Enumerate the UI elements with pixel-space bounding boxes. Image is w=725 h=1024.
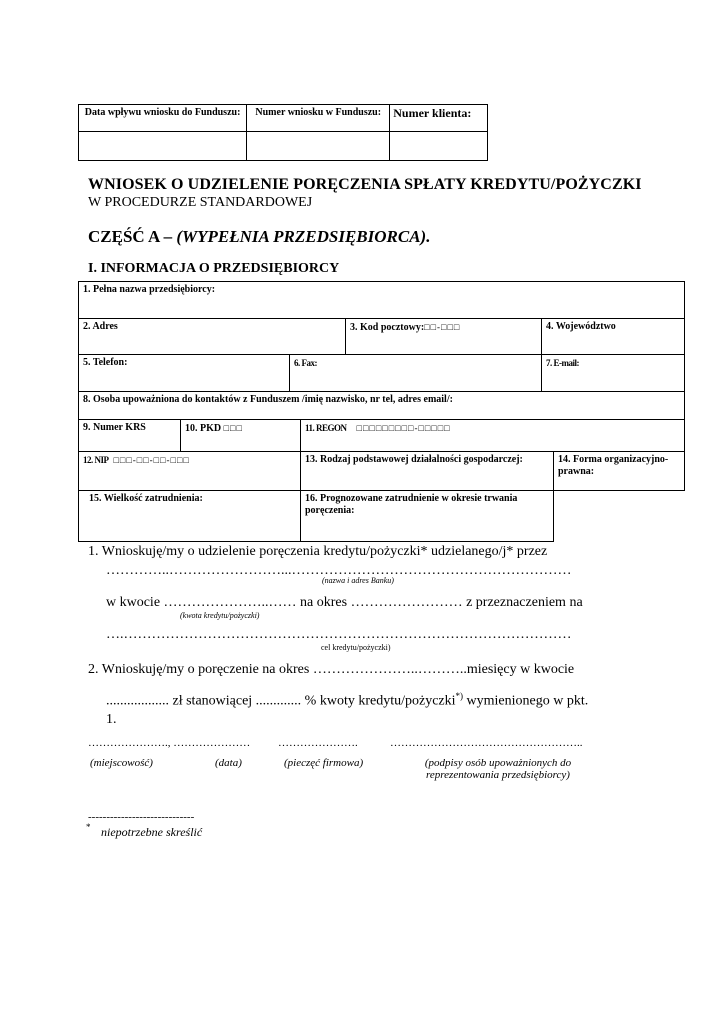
sig-place-date-dots: …………………., ………………… (88, 737, 251, 749)
footnote-mark: * (86, 822, 91, 832)
sig-stamp-dots: …………………. (278, 737, 358, 749)
regon-boxes: □□□□□□□□□-□□□□□ (356, 423, 451, 433)
point1-amount-caption: (kwota kredytu/pożyczki) (180, 611, 260, 620)
footnote-text: niepotrzebne skreślić (101, 825, 203, 839)
sig-signature-caption (398, 757, 598, 781)
pkd-boxes: □□□ (223, 423, 243, 433)
date-received-label: Data wpływu wniosku do Funduszu: (79, 105, 247, 132)
field-full-name-label: 1. Pełna nazwa przedsiębiorcy: (83, 284, 216, 295)
field-fax-label: 6. Fax: (294, 358, 317, 368)
field-activity-type-label: 13. Rodzaj podstawowej działalności gospodarczej: (305, 454, 523, 465)
section-heading: I. INFORMACJA O PRZEDSIĘBIORCY (88, 261, 340, 276)
field-full-name[interactable] (78, 281, 685, 319)
part-a-prefix: CZĘŚĆ A – (88, 227, 177, 246)
point2-line1: 2. Wnioskuję/my o poręczenie na okres …………………..………..miesięcy w kwocie (88, 662, 575, 677)
field-legal-form-label: 14. Forma organizacyjno-prawna: (558, 454, 669, 477)
point2-line2-text: .................. zł stanowiącej ............. % kwoty kredytu/pożyczki (106, 693, 456, 709)
field-phone-label: 5. Telefon: (83, 357, 128, 368)
field-krs[interactable] (78, 419, 181, 452)
field-voivodeship-label: 4. Województwo (546, 321, 616, 332)
footnote-rule: ----------------------------- (88, 811, 195, 823)
field-postal-code[interactable] (345, 318, 542, 355)
field-address-label: 2. Adres (83, 321, 118, 332)
point1-bank-caption: (nazwa i adres Banku) (322, 576, 394, 585)
field-address[interactable] (78, 318, 346, 355)
sig-place-caption: (miejscowość) (90, 757, 153, 769)
postal-code-boxes: □□-□□□ (424, 322, 461, 332)
sig-signature-caption-line2: reprezentowania przedsiębiorcy) (426, 769, 570, 781)
field-krs-label: 9. Numer KRS (83, 422, 146, 433)
field-voivodeship[interactable] (541, 318, 685, 355)
document-title: WNIOSEK O UDZIELENIE PORĘCZENIA SPŁATY KREDYTU/POŻYCZKI (88, 176, 642, 193)
field-legal-form[interactable] (553, 451, 685, 491)
header-table (78, 104, 488, 161)
field-activity-type[interactable] (300, 451, 554, 491)
field-regon[interactable] (300, 419, 685, 452)
field-nip[interactable] (78, 451, 301, 491)
client-number-field[interactable] (390, 132, 488, 161)
document-subtitle: W PROCEDURZE STANDARDOWEJ (88, 195, 313, 210)
point2-line2 (106, 687, 588, 711)
sig-stamp-caption: (pieczęć firmowa) (284, 757, 364, 769)
point2-line2-end: wymienionego w pkt. (463, 693, 589, 709)
field-regon-label: 11. REGON (305, 423, 347, 433)
field-employment-label: 15. Wielkość zatrudnienia: (89, 493, 203, 504)
point2-line3: 1. (106, 712, 117, 727)
point1-purpose-dots: ….…………………………………………………………………………………… (106, 627, 572, 642)
field-fax[interactable] (289, 354, 542, 392)
sig-date-caption: (data) (215, 757, 242, 769)
application-number-label: Numer wniosku w Funduszu: (247, 105, 390, 132)
field-employment[interactable] (78, 490, 301, 542)
field-phone[interactable] (78, 354, 290, 392)
date-received-field[interactable] (79, 132, 247, 161)
point1-bank-dots: …………..……………………...…………………………………………………… (106, 563, 572, 578)
nip-boxes: □□□-□□-□□-□□□ (113, 455, 190, 465)
field-contact-person[interactable] (78, 391, 685, 420)
field-forecast-employment[interactable] (300, 490, 554, 542)
field-nip-label: 12. NIP (83, 455, 109, 465)
sig-signature-caption-line1: (podpisy osób upoważnionych do (424, 757, 572, 769)
field-email[interactable] (541, 354, 685, 392)
field-pkd[interactable] (180, 419, 301, 452)
client-number-label: Numer klienta: (390, 105, 488, 132)
point2-footnote-mark: *) (455, 691, 464, 701)
field-forecast-employment-label: 16. Prognozowane zatrudnienie w okresie trwania poręczenia: (305, 493, 518, 516)
part-a-heading (88, 227, 430, 247)
point1-purpose-caption: cel kredytu/pożyczki) (321, 643, 391, 652)
point1-line1: 1. Wnioskuję/my o udzielenie poręczenia kredytu/pożyczki* udzielanego/j* przez (88, 544, 548, 559)
field-pkd-label: 10. PKD (185, 423, 222, 434)
sig-signature-dots: …………………………………………….. (390, 737, 583, 749)
application-number-field[interactable] (247, 132, 390, 161)
field-email-label: 7. E-mail: (546, 358, 579, 368)
field-postal-code-label: 3. Kod pocztowy: (350, 322, 425, 333)
part-a-suffix: (WYPEŁNIA PRZEDSIĘBIORCA). (176, 227, 431, 246)
point1-line2: w kwocie …………………..…… na okres …………………… z przeznaczeniem na (106, 595, 583, 610)
field-contact-person-label: 8. Osoba upoważniona do kontaktów z Funduszem /imię nazwisko, nr tel, adres email/: (83, 394, 453, 405)
